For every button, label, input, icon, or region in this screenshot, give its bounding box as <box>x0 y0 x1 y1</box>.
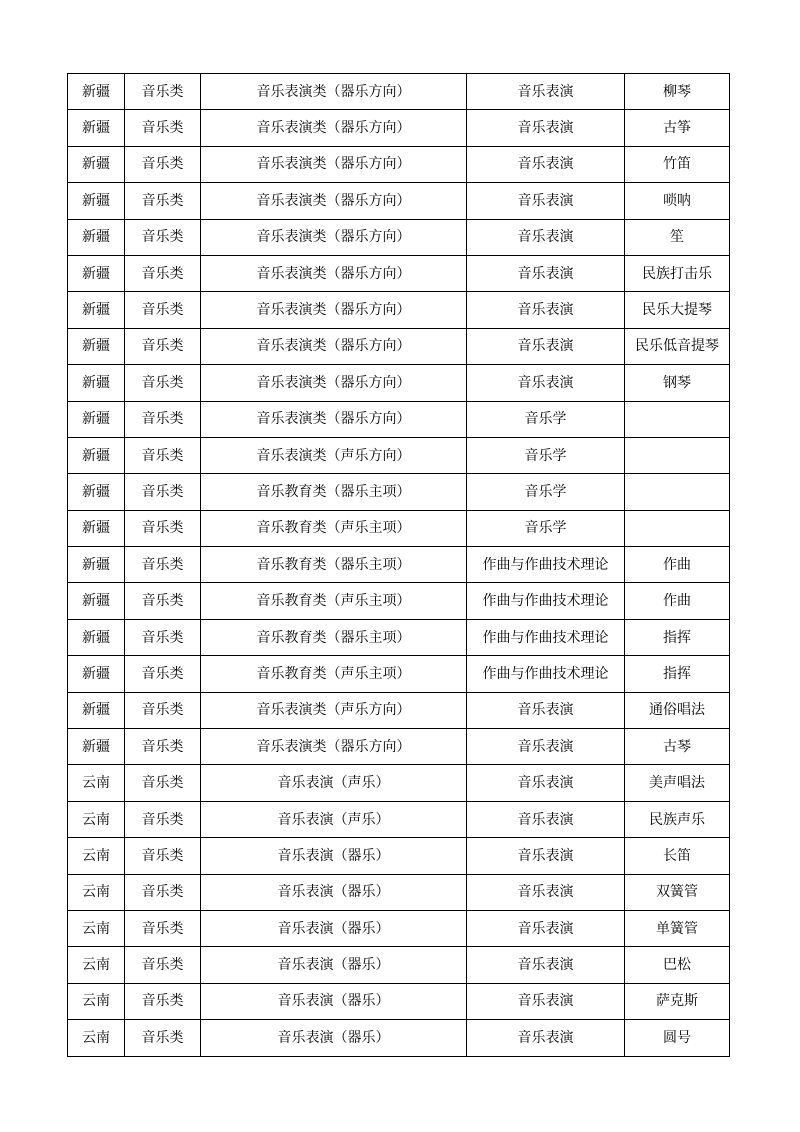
exam-type-cell: 音乐表演类（声乐方向） <box>201 437 467 473</box>
major-cell: 音乐表演 <box>467 838 625 874</box>
exam-type-cell: 音乐表演（器乐） <box>201 983 467 1019</box>
province-cell: 新疆 <box>68 437 125 473</box>
category-cell: 音乐类 <box>125 292 201 328</box>
direction-cell: 单簧管 <box>625 910 730 946</box>
exam-type-cell: 音乐表演（器乐） <box>201 910 467 946</box>
major-cell: 音乐学 <box>467 437 625 473</box>
exam-type-cell: 音乐表演类（器乐方向） <box>201 146 467 182</box>
province-cell: 新疆 <box>68 583 125 619</box>
category-cell: 音乐类 <box>125 219 201 255</box>
category-cell: 音乐类 <box>125 947 201 983</box>
major-cell: 音乐表演 <box>467 365 625 401</box>
province-cell: 云南 <box>68 983 125 1019</box>
category-cell: 音乐类 <box>125 765 201 801</box>
table-row <box>68 146 730 182</box>
exam-type-cell: 音乐表演类（器乐方向） <box>201 729 467 765</box>
direction-cell: 双簧管 <box>625 874 730 910</box>
direction-cell: 民乐低音提琴 <box>625 328 730 364</box>
province-cell: 云南 <box>68 910 125 946</box>
major-cell: 音乐表演 <box>467 983 625 1019</box>
province-cell: 新疆 <box>68 183 125 219</box>
major-cell: 音乐学 <box>467 510 625 546</box>
table-row <box>68 583 730 619</box>
table-row <box>68 656 730 692</box>
major-cell: 作曲与作曲技术理论 <box>467 547 625 583</box>
province-cell: 新疆 <box>68 328 125 364</box>
exam-type-cell: 音乐表演（器乐） <box>201 874 467 910</box>
exam-type-cell: 音乐表演类（器乐方向） <box>201 219 467 255</box>
table-row <box>68 983 730 1019</box>
direction-cell <box>625 401 730 437</box>
direction-cell: 作曲 <box>625 583 730 619</box>
province-cell: 新疆 <box>68 146 125 182</box>
direction-cell: 钢琴 <box>625 365 730 401</box>
exam-type-cell: 音乐表演（声乐） <box>201 765 467 801</box>
major-cell: 作曲与作曲技术理论 <box>467 583 625 619</box>
major-cell: 音乐表演 <box>467 110 625 146</box>
major-cell: 音乐表演 <box>467 765 625 801</box>
direction-cell: 古琴 <box>625 729 730 765</box>
table-row <box>68 219 730 255</box>
table-row <box>68 74 730 110</box>
table-row <box>68 183 730 219</box>
province-cell: 新疆 <box>68 474 125 510</box>
major-cell: 音乐表演 <box>467 74 625 110</box>
direction-cell: 古筝 <box>625 110 730 146</box>
province-cell: 新疆 <box>68 619 125 655</box>
direction-cell: 竹笛 <box>625 146 730 182</box>
table-row <box>68 437 730 473</box>
category-cell: 音乐类 <box>125 401 201 437</box>
province-cell: 新疆 <box>68 401 125 437</box>
province-cell: 新疆 <box>68 729 125 765</box>
province-cell: 云南 <box>68 947 125 983</box>
table-row <box>68 947 730 983</box>
major-cell: 音乐表演 <box>467 292 625 328</box>
exam-type-cell: 音乐教育类（声乐主项） <box>201 656 467 692</box>
table-row <box>68 474 730 510</box>
table-row <box>68 1020 730 1056</box>
exam-type-cell: 音乐教育类（器乐主项） <box>201 474 467 510</box>
exam-type-cell: 音乐表演类（器乐方向） <box>201 365 467 401</box>
table-row <box>68 874 730 910</box>
direction-cell: 美声唱法 <box>625 765 730 801</box>
exam-type-cell: 音乐教育类（声乐主项） <box>201 510 467 546</box>
major-cell: 音乐表演 <box>467 255 625 291</box>
table-row <box>68 692 730 728</box>
exam-type-cell: 音乐表演类（器乐方向） <box>201 292 467 328</box>
table-row <box>68 401 730 437</box>
table-row <box>68 765 730 801</box>
province-cell: 新疆 <box>68 656 125 692</box>
category-cell: 音乐类 <box>125 255 201 291</box>
province-cell: 云南 <box>68 838 125 874</box>
table-row <box>68 365 730 401</box>
province-cell: 新疆 <box>68 365 125 401</box>
major-cell: 音乐表演 <box>467 219 625 255</box>
major-cell: 音乐表演 <box>467 328 625 364</box>
direction-cell: 指挥 <box>625 619 730 655</box>
direction-cell: 圆号 <box>625 1020 730 1056</box>
admissions-table <box>67 73 730 1057</box>
category-cell: 音乐类 <box>125 656 201 692</box>
exam-type-cell: 音乐表演类（器乐方向） <box>201 328 467 364</box>
table-row <box>68 255 730 291</box>
direction-cell: 唢呐 <box>625 183 730 219</box>
major-cell: 作曲与作曲技术理论 <box>467 619 625 655</box>
direction-cell: 民族声乐 <box>625 801 730 837</box>
table-row <box>68 801 730 837</box>
major-cell: 音乐表演 <box>467 729 625 765</box>
exam-type-cell: 音乐表演类（器乐方向） <box>201 74 467 110</box>
category-cell: 音乐类 <box>125 437 201 473</box>
direction-cell: 柳琴 <box>625 74 730 110</box>
category-cell: 音乐类 <box>125 729 201 765</box>
category-cell: 音乐类 <box>125 365 201 401</box>
major-cell: 音乐学 <box>467 474 625 510</box>
province-cell: 新疆 <box>68 219 125 255</box>
table-row <box>68 838 730 874</box>
table-row <box>68 547 730 583</box>
major-cell: 音乐表演 <box>467 910 625 946</box>
direction-cell: 笙 <box>625 219 730 255</box>
province-cell: 新疆 <box>68 292 125 328</box>
exam-type-cell: 音乐表演类（器乐方向） <box>201 183 467 219</box>
direction-cell: 萨克斯 <box>625 983 730 1019</box>
table-row <box>68 619 730 655</box>
category-cell: 音乐类 <box>125 1020 201 1056</box>
province-cell: 云南 <box>68 765 125 801</box>
exam-type-cell: 音乐表演类（声乐方向） <box>201 692 467 728</box>
direction-cell: 指挥 <box>625 656 730 692</box>
direction-cell: 民乐大提琴 <box>625 292 730 328</box>
category-cell: 音乐类 <box>125 328 201 364</box>
table-row <box>68 910 730 946</box>
category-cell: 音乐类 <box>125 874 201 910</box>
table-row <box>68 729 730 765</box>
category-cell: 音乐类 <box>125 183 201 219</box>
table-row <box>68 110 730 146</box>
table-row <box>68 328 730 364</box>
category-cell: 音乐类 <box>125 983 201 1019</box>
category-cell: 音乐类 <box>125 801 201 837</box>
category-cell: 音乐类 <box>125 74 201 110</box>
major-cell: 音乐表演 <box>467 146 625 182</box>
direction-cell: 长笛 <box>625 838 730 874</box>
category-cell: 音乐类 <box>125 547 201 583</box>
direction-cell <box>625 474 730 510</box>
major-cell: 音乐表演 <box>467 1020 625 1056</box>
exam-type-cell: 音乐表演类（器乐方向） <box>201 401 467 437</box>
province-cell: 新疆 <box>68 692 125 728</box>
category-cell: 音乐类 <box>125 619 201 655</box>
major-cell: 音乐表演 <box>467 801 625 837</box>
direction-cell: 巴松 <box>625 947 730 983</box>
exam-type-cell: 音乐表演（器乐） <box>201 947 467 983</box>
major-cell: 音乐表演 <box>467 183 625 219</box>
province-cell: 新疆 <box>68 547 125 583</box>
category-cell: 音乐类 <box>125 910 201 946</box>
exam-type-cell: 音乐表演类（器乐方向） <box>201 110 467 146</box>
exam-type-cell: 音乐表演（器乐） <box>201 1020 467 1056</box>
province-cell: 新疆 <box>68 74 125 110</box>
province-cell: 新疆 <box>68 510 125 546</box>
exam-type-cell: 音乐表演（器乐） <box>201 838 467 874</box>
direction-cell: 作曲 <box>625 547 730 583</box>
direction-cell <box>625 437 730 473</box>
direction-cell <box>625 510 730 546</box>
province-cell: 云南 <box>68 801 125 837</box>
exam-type-cell: 音乐教育类（器乐主项） <box>201 619 467 655</box>
table-body <box>68 74 730 1057</box>
major-cell: 音乐学 <box>467 401 625 437</box>
direction-cell: 通俗唱法 <box>625 692 730 728</box>
category-cell: 音乐类 <box>125 692 201 728</box>
category-cell: 音乐类 <box>125 838 201 874</box>
category-cell: 音乐类 <box>125 474 201 510</box>
category-cell: 音乐类 <box>125 583 201 619</box>
major-cell: 音乐表演 <box>467 947 625 983</box>
major-cell: 作曲与作曲技术理论 <box>467 656 625 692</box>
table-row <box>68 292 730 328</box>
category-cell: 音乐类 <box>125 146 201 182</box>
direction-cell: 民族打击乐 <box>625 255 730 291</box>
exam-type-cell: 音乐表演（声乐） <box>201 801 467 837</box>
category-cell: 音乐类 <box>125 510 201 546</box>
exam-type-cell: 音乐教育类（器乐主项） <box>201 547 467 583</box>
category-cell: 音乐类 <box>125 110 201 146</box>
major-cell: 音乐表演 <box>467 692 625 728</box>
province-cell: 云南 <box>68 874 125 910</box>
major-cell: 音乐表演 <box>467 874 625 910</box>
province-cell: 新疆 <box>68 255 125 291</box>
province-cell: 新疆 <box>68 110 125 146</box>
exam-type-cell: 音乐教育类（声乐主项） <box>201 583 467 619</box>
province-cell: 云南 <box>68 1020 125 1056</box>
exam-type-cell: 音乐表演类（器乐方向） <box>201 255 467 291</box>
table-row <box>68 510 730 546</box>
